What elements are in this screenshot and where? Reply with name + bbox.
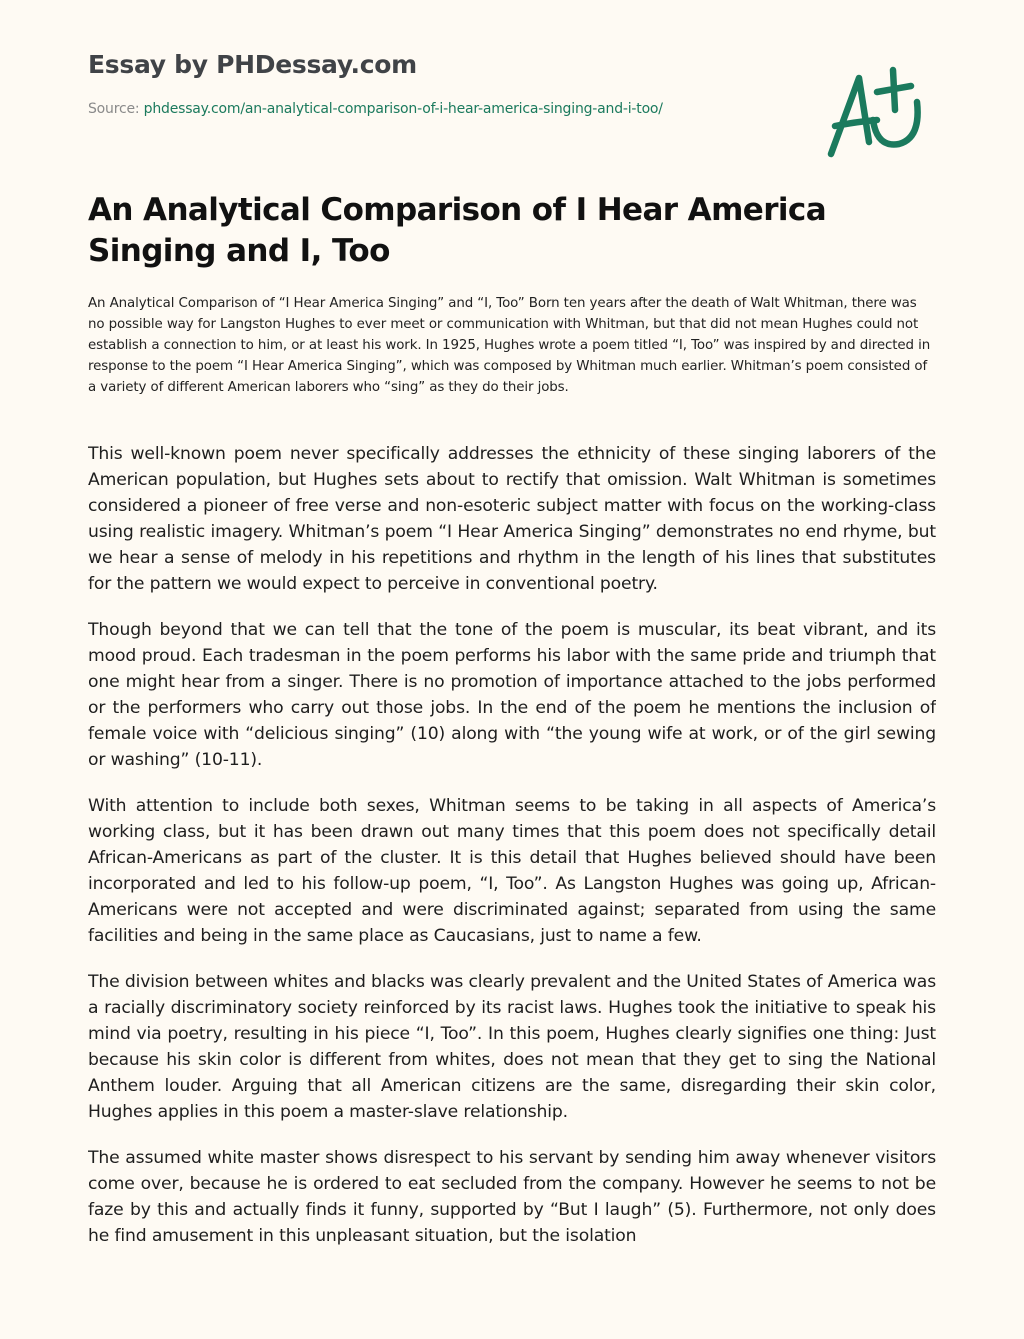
source-label: Source: <box>88 101 144 117</box>
essay-paragraph: This well-known poem never specifically addresses the ethnicity of these singing laborers of the American population, but Hughes sets about to rectify that omission. Walt Whitman is sometimes considered a pioneer of free verse and non-esoteric subject matter with focus on the working-class using realistic imagery. Whitman’s poem “I Hear America Singing” demonstrates no end rhyme, but we hear a sense of melody in his repetitions and rhythm in the length of his lines that substitutes for the pattern we would expect to perceive in conventional poetry. <box>88 444 936 594</box>
source-line <box>88 101 663 117</box>
essay-paragraph: With attention to include both sexes, Whitman seems to be taking in all aspects of America’s working class, but it has been drawn out many times that this poem does not specifically detail African-Americans as part of the cluster. It is this detail that Hughes believed should have been incorporated and led to his follow-up poem, “I, Too”. As Langston Hughes was going up, African-Americans were not accepted and were discriminated against; separated from using the same facilities and being in the same place as Caucasians, just to name a few. <box>88 796 936 946</box>
site-brand: Essay by PHDessay.com <box>88 50 417 79</box>
a-plus-grade-icon <box>825 64 929 160</box>
intro-paragraph: An Analytical Comparison of “I Hear America Singing” and “I, Too” Born ten years after the death of Walt Whitman, there was no possible way for Langston Hughes to ever meet or communication with Whitman, but that did not mean Hughes could not establish a connection to him, or at least his work. In 1925, Hughes wrote a poem titled “I, Too” was inspired by and directed in response to the poem “I Hear America Singing”, which was composed by Whitman much earlier. Whitman’s poem consisted of a variety of different American laborers who “sing” as they do their jobs. <box>88 296 931 395</box>
source-link[interactable]: phdessay.com/an-analytical-comparison-of-i-hear-america-singing-and-i-too/ <box>143 101 663 117</box>
essay-paragraph: The division between whites and blacks was clearly prevalent and the United States of America was a racially discriminatory society reinforced by its racist laws. Hughes took the initiative to speak his mind via poetry, resulting in his piece “I, Too”. In this poem, Hughes clearly signifies one thing: Just because his skin color is different from whites, does not mean that they get to sing the National Anthem louder. Arguing that all American citizens are the same, disregarding their skin color, Hughes applies in this poem a master-slave relationship. <box>88 972 936 1122</box>
page-title: An Analytical Comparison of I Hear America Singing and I, Too <box>88 192 827 269</box>
essay-paragraph: Though beyond that we can tell that the tone of the poem is muscular, its beat vibrant, and its mood proud. Each tradesman in the poem performs his labor with the same pride and triumph that one might hear from a singer. There is no promotion of importance attached to the jobs performed or the performers who carry out those jobs. In the end of the poem he mentions the inclusion of female voice with “delicious singing” (10) along with “the young wife at work, or of the girl sewing or washing” (10-11). <box>88 620 936 770</box>
essay-body <box>88 441 936 1292</box>
essay-paragraph: The assumed white master shows disrespect to his servant by sending him away whenever visitors come over, because he is ordered to eat secluded from the company. However he seems to not be faze by this and actually finds it funny, supported by “But I laugh” (5). Furthermore, not only does he find amusement in this unpleasant situation, but the isolation <box>88 1148 936 1246</box>
